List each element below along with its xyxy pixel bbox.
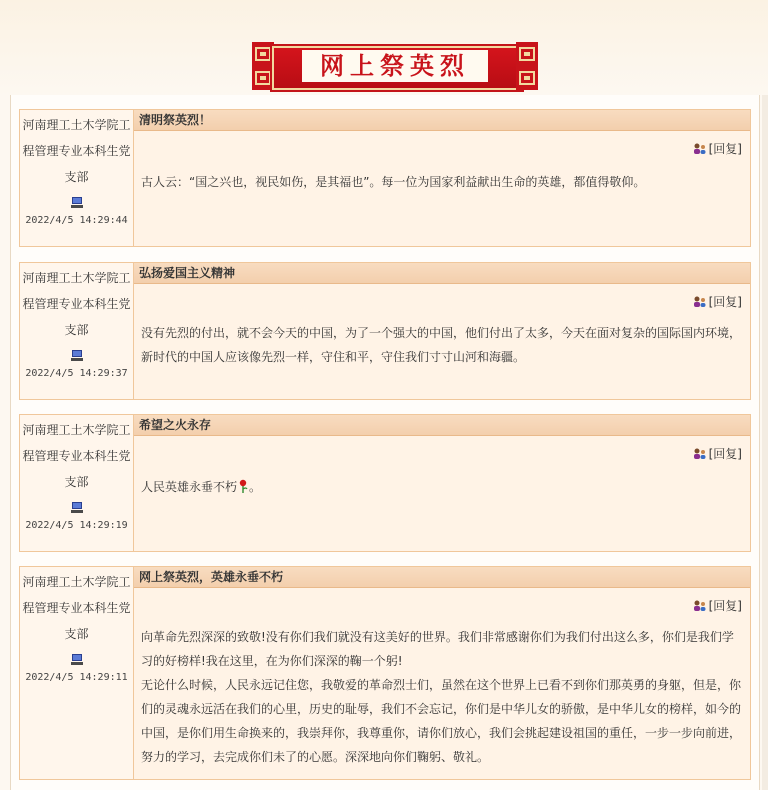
post-body <box>134 110 750 246</box>
author-panel <box>20 263 134 399</box>
reply-button[interactable] <box>693 293 742 310</box>
message-post <box>19 262 751 400</box>
post-paragraph: 无论什么时候，人民永远记住您，我敬爱的革命烈士们，虽然在这个世界上已看不到你们那英勇的身躯，但是，你们的灵魂永远活在我们的心里，历史的耻辱，我们不会忘记，你们是中华儿女的骄傲，是中华儿女的榜样，如今的中国，是你们用生命换来的，我崇拜你，我尊重你，请你们放心，我们会挑起建设祖国的重任，一步一步向前进，努力的学习，去完成你们未了的心愿。深深地向你们鞠躬、敬礼。 <box>141 678 742 764</box>
users-icon <box>693 600 707 612</box>
users-icon <box>693 296 707 308</box>
computer-icon <box>71 196 83 208</box>
reply-label[interactable]: [回复] <box>708 142 742 156</box>
post-time: 2022/4/5 14:29:11 <box>25 672 128 683</box>
author-name: 河南理工土木学院工程管理专业本科生党支部 <box>22 575 131 641</box>
post-time: 2022/4/5 14:29:19 <box>25 520 128 531</box>
rose-icon <box>238 479 248 493</box>
post-time: 2022/4/5 14:29:44 <box>25 215 128 226</box>
post-title: 清明祭英烈！ <box>134 110 750 131</box>
post-title: 网上祭英烈，英雄永垂不朽 <box>134 567 750 588</box>
post-text: 没有先烈的付出，就不会今天的中国，为了一个强大的中国，他们付出了太多，今天在面对复杂的国际国内环境，新时代的中国人应该像先烈一样，守住和平，守住我们寸寸山河和海疆。 <box>141 326 742 364</box>
reply-label[interactable]: [回复] <box>708 447 742 461</box>
message-post <box>19 566 751 780</box>
post-paragraph: 向革命先烈深深的致敬!没有你们我们就没有这美好的世界。我们非常感谢你们为我们付出这么多，你们是我们学习的好榜样!我在这里，在为你们深深的鞠一个躬! <box>141 630 734 668</box>
reply-button[interactable] <box>693 597 742 614</box>
reply-button[interactable] <box>693 445 742 462</box>
post-body <box>134 263 750 399</box>
post-title: 希望之火永存 <box>134 415 750 436</box>
computer-icon <box>71 653 83 665</box>
users-icon <box>693 448 707 460</box>
message-post <box>19 414 751 552</box>
post-text-main: 人民英雄永垂不朽 <box>141 480 238 494</box>
message-post <box>19 109 751 247</box>
computer-icon <box>71 349 83 361</box>
author-panel <box>20 415 134 551</box>
author-name: 河南理工土木学院工程管理专业本科生党支部 <box>22 118 131 184</box>
post-text <box>141 625 742 769</box>
reply-label[interactable]: [回复] <box>708 295 742 309</box>
post-text <box>141 475 742 499</box>
post-body <box>134 567 750 779</box>
post-title: 弘扬爱国主义精神 <box>134 263 750 284</box>
post-time: 2022/4/5 14:29:37 <box>25 368 128 379</box>
computer-icon <box>71 501 83 513</box>
scrollbar[interactable] <box>762 95 768 790</box>
author-name: 河南理工土木学院工程管理专业本科生党支部 <box>22 423 131 489</box>
right-ornament-icon <box>514 40 540 92</box>
reply-button[interactable] <box>693 140 742 157</box>
author-panel <box>20 567 134 779</box>
message-board <box>10 95 760 790</box>
post-text-suffix: 。 <box>249 480 262 494</box>
page-banner <box>250 40 540 92</box>
author-name: 河南理工土木学院工程管理专业本科生党支部 <box>22 271 131 337</box>
author-panel <box>20 110 134 246</box>
post-body <box>134 415 750 551</box>
reply-label[interactable]: [回复] <box>708 599 742 613</box>
page-title: 网上祭英烈 <box>302 50 488 82</box>
post-text: 古人云：“国之兴也，视民如伤，是其福也”。每一位为国家利益献出生命的英雄，都值得敬仰。 <box>141 175 646 189</box>
users-icon <box>693 143 707 155</box>
